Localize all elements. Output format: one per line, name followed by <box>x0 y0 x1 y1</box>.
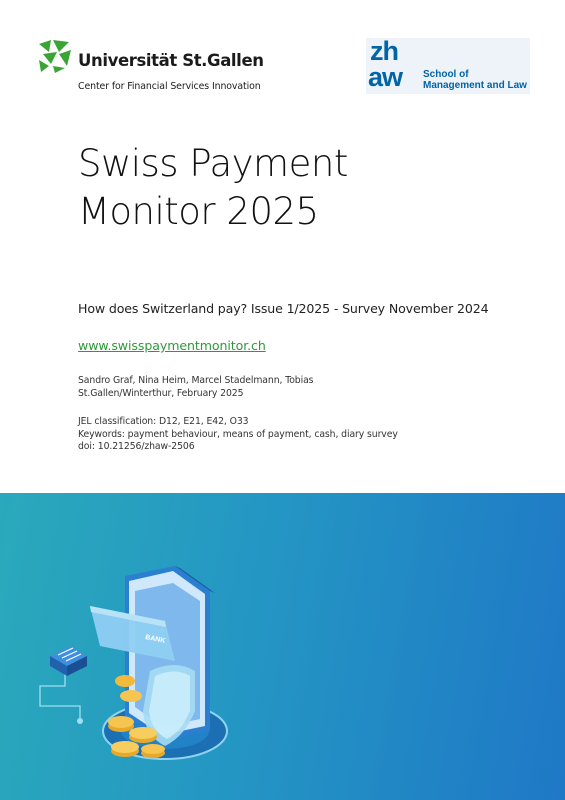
author-names: Sandro Graf, Nina Heim, Marcel Stadelmann, Tobias <box>78 375 314 386</box>
card-text: BANK <box>144 634 166 645</box>
jel-classification: JEL classification: D12, E21, E42, O33 <box>78 416 249 427</box>
zhaw-school-name <box>423 69 527 91</box>
hsg-leaf-icon <box>37 38 73 74</box>
zhaw-letters-bottom: aw <box>368 62 403 92</box>
zhaw-school-line2: Management and Law <box>423 80 527 91</box>
secure-payment-illustration <box>25 531 255 781</box>
authors-block <box>78 375 313 400</box>
hsg-logo <box>37 36 264 96</box>
website-link[interactable]: www.swisspaymentmonitor.ch <box>78 338 266 353</box>
zhaw-letters-top: zh <box>370 36 398 66</box>
doi: doi: 10.21256/zhaw-2506 <box>78 441 195 452</box>
hsg-name: Universität St.Gallen <box>78 51 264 70</box>
document-subtitle: How does Switzerland pay? Issue 1/2025 - Survey November 2024 <box>78 301 489 316</box>
hsg-subtitle: Center for Financial Services Innovation <box>78 81 261 92</box>
zhaw-letters <box>368 38 418 94</box>
zhaw-school-line1: School of <box>423 69 469 80</box>
place-date: St.Gallen/Winterthur, February 2025 <box>78 387 244 399</box>
cover-banner <box>0 493 565 800</box>
chip-icon <box>50 646 87 676</box>
title-line1: Swiss Payment <box>78 142 348 185</box>
zhaw-logo <box>366 38 530 94</box>
metadata-block <box>78 416 398 454</box>
title-line2: Monitor 2025 <box>78 190 319 233</box>
document-title <box>78 140 348 236</box>
keywords: Keywords: payment behaviour, means of payment, cash, diary survey <box>78 428 398 440</box>
